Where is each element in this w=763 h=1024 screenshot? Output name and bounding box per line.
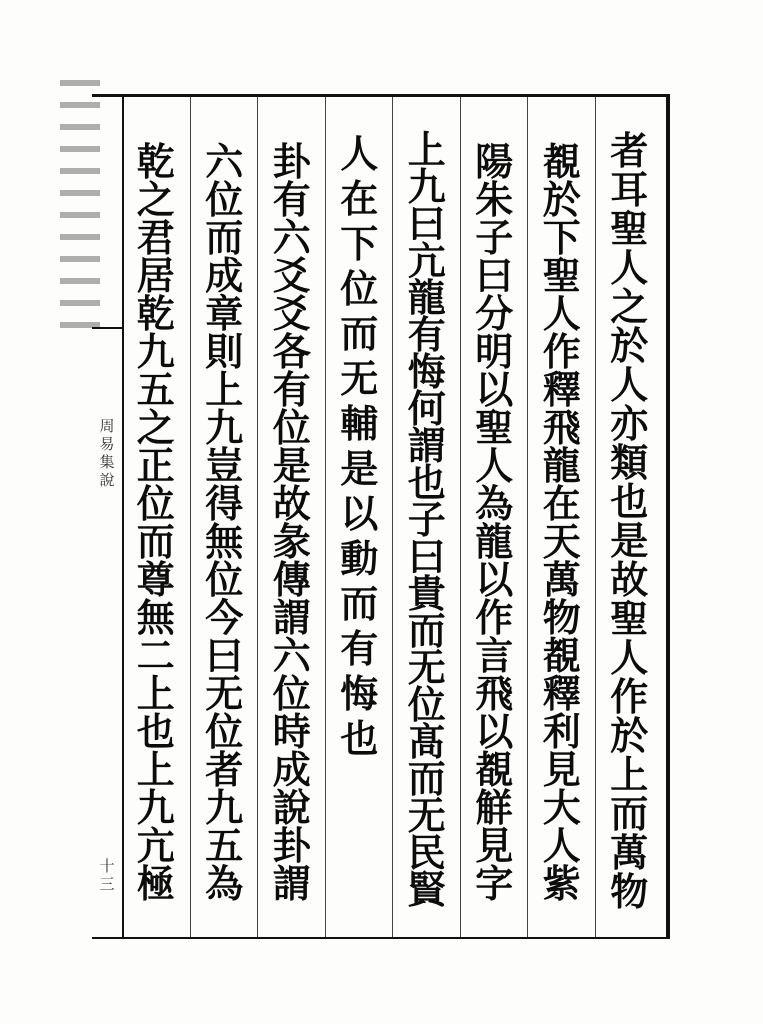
glyph: 彖: [272, 519, 311, 564]
glyph: 乾: [136, 291, 175, 336]
glyph: 說: [272, 785, 311, 830]
glyph: 聖: [542, 253, 581, 298]
glyph: 曰: [475, 253, 514, 298]
column-text: [326, 131, 394, 761]
glyph: 九: [136, 329, 175, 374]
glyph: 釋: [542, 367, 581, 412]
glyph: 有: [340, 626, 379, 671]
page-number-char: 十: [99, 857, 115, 875]
glyph: 以: [475, 367, 514, 412]
glyph: 今: [205, 595, 244, 640]
glyph: 六: [272, 633, 311, 678]
glyph: 曰: [407, 201, 446, 246]
glyph: 豈: [205, 443, 244, 488]
glyph: 位: [205, 177, 244, 222]
glyph: 六: [272, 215, 311, 260]
glyph: 二: [136, 633, 175, 678]
glyph: 无: [205, 671, 244, 716]
glyph: 何: [407, 386, 446, 431]
glyph: 字: [475, 861, 514, 906]
glyph: 有: [272, 367, 311, 412]
glyph: 而: [340, 311, 379, 356]
glyph: 為: [205, 861, 244, 906]
glyph: 民: [407, 830, 446, 875]
glyph: 謂: [407, 423, 446, 468]
glyph: 是: [340, 446, 379, 491]
glyph: 而: [407, 608, 446, 653]
glyph: 者: [205, 747, 244, 792]
glyph: 於: [610, 713, 649, 758]
glyph: 君: [136, 215, 175, 260]
text-column: [595, 97, 664, 937]
glyph: 觧: [475, 785, 514, 830]
glyph: 位: [205, 557, 244, 602]
glyph: 乾: [136, 139, 175, 184]
glyph: 釋: [542, 671, 581, 716]
glyph: 以: [475, 709, 514, 754]
glyph: 以: [475, 557, 514, 602]
glyph: 以: [340, 491, 379, 536]
glyph: 明: [475, 329, 514, 374]
glyph: 分: [475, 291, 514, 336]
glyph: 見: [542, 747, 581, 792]
glyph: 也: [610, 479, 649, 524]
glyph: 龍: [475, 519, 514, 564]
glyph: 聖: [610, 206, 649, 251]
glyph: 見: [475, 823, 514, 868]
glyph: 无: [407, 645, 446, 690]
glyph: 動: [340, 536, 379, 581]
glyph: 物: [542, 595, 581, 640]
glyph: 物: [610, 869, 649, 914]
book-title-char: 周: [99, 417, 115, 435]
text-column: [325, 97, 394, 937]
glyph: 為: [475, 481, 514, 526]
page-number: [92, 857, 122, 897]
glyph: 髙: [407, 719, 446, 764]
page-frame: [92, 94, 670, 939]
glyph: 人: [610, 635, 649, 680]
glyph: 故: [610, 557, 649, 602]
glyph: 萬: [542, 557, 581, 602]
glyph: 悔: [407, 349, 446, 394]
glyph: 悔: [340, 671, 379, 716]
glyph: 各: [272, 329, 311, 374]
column-text: [528, 139, 596, 906]
glyph: 龍: [542, 443, 581, 488]
glyph: 子: [475, 215, 514, 260]
glyph: 大: [542, 785, 581, 830]
text-column: [527, 97, 596, 937]
glyph: 人: [610, 245, 649, 290]
glyph: 聖: [475, 405, 514, 450]
glyph: 曰: [407, 534, 446, 579]
glyph: 亦: [610, 401, 649, 446]
glyph: 而: [205, 215, 244, 260]
glyph: 作: [542, 329, 581, 374]
glyph: 亢: [136, 823, 175, 868]
page-number-char: 三: [99, 875, 115, 893]
glyph: 而: [340, 581, 379, 626]
glyph: 九: [205, 405, 244, 450]
glyph: 覩: [475, 747, 514, 792]
glyph: 卦: [272, 139, 311, 184]
glyph: 在: [340, 176, 379, 221]
glyph: 類: [610, 440, 649, 485]
glyph: 五: [205, 823, 244, 868]
glyph: 五: [136, 367, 175, 412]
glyph: 者: [610, 128, 649, 173]
text-column: [460, 97, 529, 937]
glyph: 有: [407, 312, 446, 357]
book-title: [92, 417, 122, 567]
glyph: 無: [136, 595, 175, 640]
glyph: 上: [205, 367, 244, 412]
glyph: 曰: [205, 633, 244, 678]
glyph: 飛: [542, 405, 581, 450]
glyph: 在: [542, 481, 581, 526]
glyph: 居: [136, 253, 175, 298]
glyph: 極: [136, 861, 175, 906]
column-text: [393, 127, 461, 912]
glyph: 聖: [610, 596, 649, 641]
glyph: 得: [205, 481, 244, 526]
glyph: 亢: [407, 238, 446, 283]
glyph: 飛: [475, 671, 514, 716]
glyph: 而: [136, 519, 175, 564]
fish-tail-divider: [92, 327, 122, 329]
glyph: 謂: [272, 861, 311, 906]
text-column: [392, 97, 461, 937]
glyph: 九: [407, 164, 446, 209]
glyph: 輔: [340, 401, 379, 446]
text-column: [190, 97, 259, 937]
glyph: 人: [542, 291, 581, 336]
glyph: 陽: [475, 139, 514, 184]
glyph: 人: [610, 362, 649, 407]
glyph: 天: [542, 519, 581, 564]
glyph: 人: [475, 443, 514, 488]
book-title-char: 集: [99, 453, 115, 471]
glyph: 无: [407, 793, 446, 838]
glyph: 位: [340, 266, 379, 311]
glyph: 下: [340, 221, 379, 266]
column-text: [596, 128, 664, 914]
glyph: 作: [610, 674, 649, 719]
glyph: 朱: [475, 177, 514, 222]
glyph: 九: [205, 785, 244, 830]
glyph: 上: [610, 752, 649, 797]
glyph: 成: [205, 253, 244, 298]
column-text: [191, 139, 259, 906]
glyph: 之: [136, 405, 175, 450]
glyph: 時: [272, 709, 311, 754]
book-title-char: 說: [99, 471, 115, 489]
glyph: 而: [407, 756, 446, 801]
glyph: 於: [610, 323, 649, 368]
glyph: 下: [542, 215, 581, 260]
column-text: [258, 139, 326, 906]
glyph: 故: [272, 481, 311, 526]
glyph: 位: [407, 682, 446, 727]
glyph: 覩: [542, 139, 581, 184]
text-column: [257, 97, 326, 937]
glyph: 九: [136, 785, 175, 830]
glyph: 之: [610, 284, 649, 329]
center-fold-margin: [92, 97, 124, 937]
glyph: 也: [407, 460, 446, 505]
text-column: [122, 97, 190, 937]
glyph: 萬: [610, 830, 649, 875]
glyph: 人: [340, 131, 379, 176]
glyph: 上: [407, 127, 446, 172]
glyph: 子: [407, 497, 446, 542]
glyph: 之: [136, 177, 175, 222]
glyph: 卦: [272, 823, 311, 868]
column-text: [461, 139, 529, 906]
glyph: 也: [136, 709, 175, 754]
glyph: 有: [272, 177, 311, 222]
column-text: [122, 139, 190, 906]
glyph: 位: [272, 405, 311, 450]
glyph: 是: [272, 443, 311, 488]
glyph: 耳: [610, 167, 649, 212]
glyph: 章: [205, 291, 244, 336]
glyph: 於: [542, 177, 581, 222]
glyph: 謂: [272, 595, 311, 640]
glyph: 作: [475, 595, 514, 640]
glyph: 爻: [272, 291, 311, 336]
glyph: 也: [340, 716, 379, 761]
glyph: 賢: [407, 867, 446, 912]
glyph: 貴: [407, 571, 446, 616]
glyph: 而: [610, 791, 649, 836]
glyph: 上: [136, 671, 175, 716]
glyph: 正: [136, 443, 175, 488]
text-columns: [122, 97, 666, 937]
book-title-char: 易: [99, 435, 115, 453]
glyph: 位: [136, 481, 175, 526]
glyph: 位: [272, 671, 311, 716]
glyph: 覩: [542, 633, 581, 678]
glyph: 是: [610, 518, 649, 563]
glyph: 六: [205, 139, 244, 184]
glyph: 則: [205, 329, 244, 374]
glyph: 言: [475, 633, 514, 678]
glyph: 上: [136, 747, 175, 792]
glyph: 爻: [272, 253, 311, 298]
glyph: 位: [205, 709, 244, 754]
glyph: 尊: [136, 557, 175, 602]
glyph: 龍: [407, 275, 446, 320]
glyph: 无: [340, 356, 379, 401]
glyph: 利: [542, 709, 581, 754]
glyph: 無: [205, 519, 244, 564]
glyph: 傳: [272, 557, 311, 602]
glyph: 紫: [542, 861, 581, 906]
glyph: 成: [272, 747, 311, 792]
glyph: 人: [542, 823, 581, 868]
